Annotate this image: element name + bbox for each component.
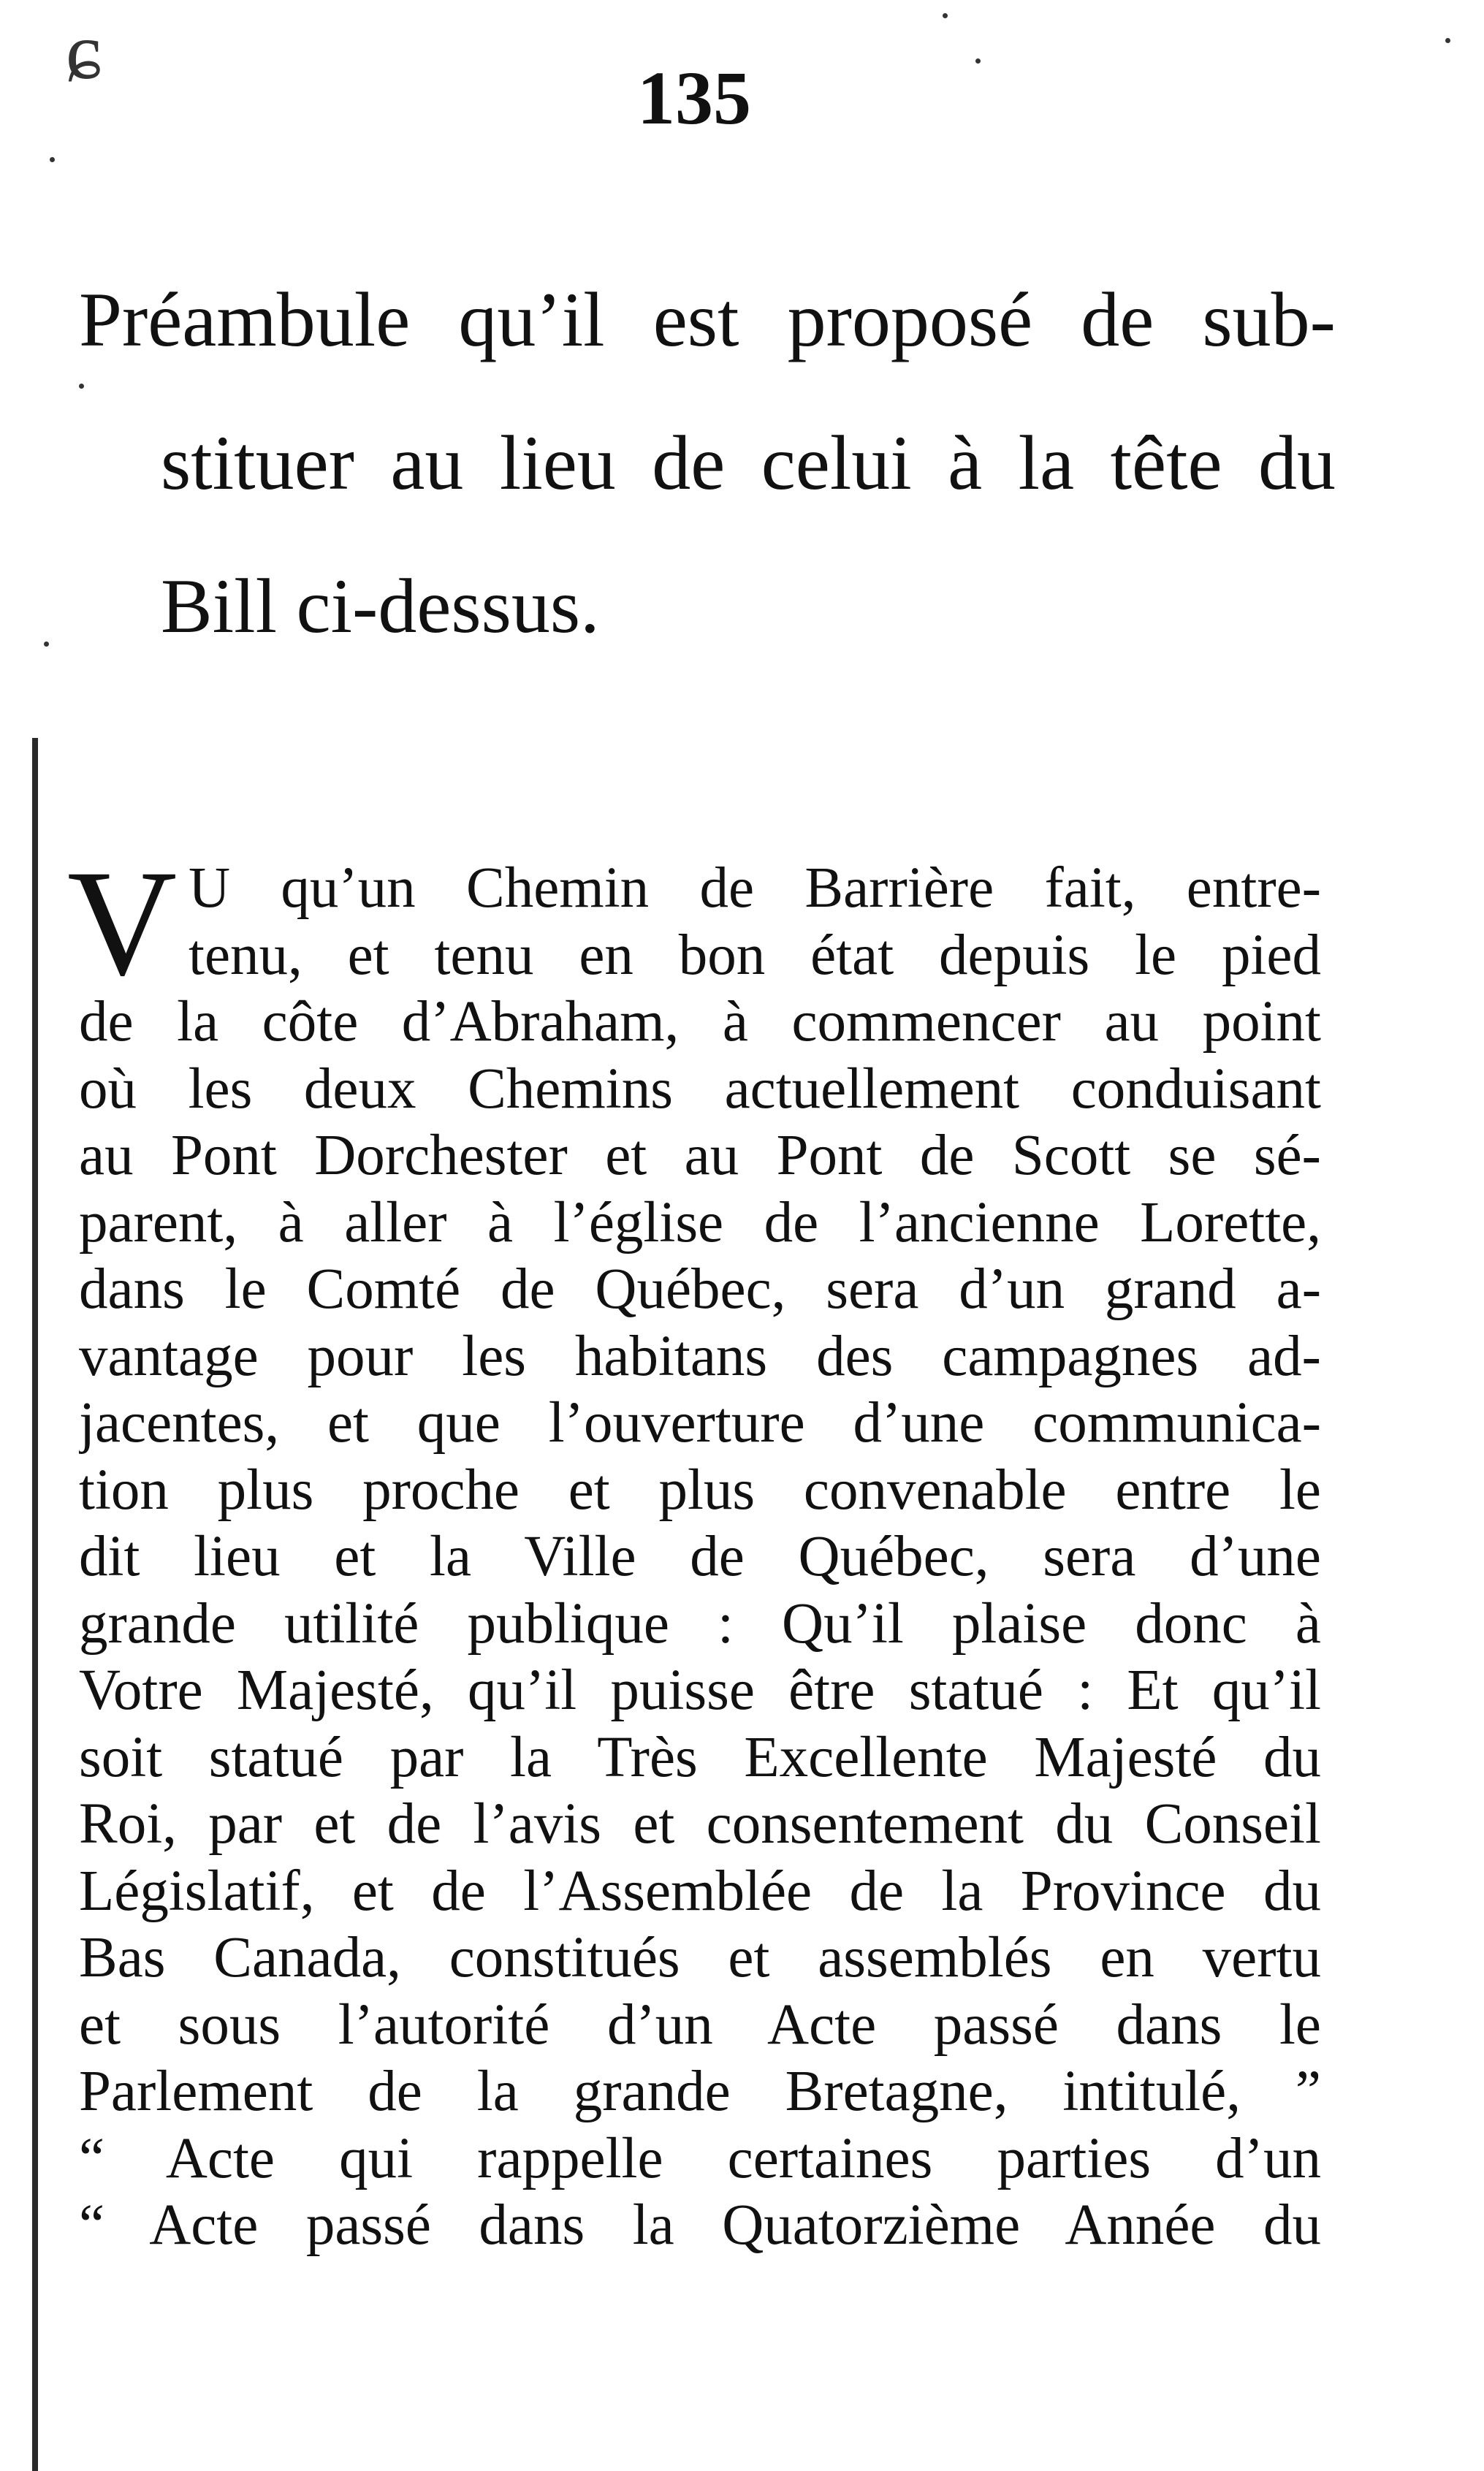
body-line: dit lieu et la Ville de Québec, sera d’une — [79, 1525, 1321, 1588]
body-line: soit statué par la Très Excellente Majesté du — [79, 1725, 1321, 1789]
ink-speck — [79, 384, 84, 389]
ink-speck — [44, 641, 49, 647]
page-edge-shadow — [32, 738, 38, 2471]
ink-speck — [975, 58, 981, 64]
body-line: vantage pour les habitans des campagnes ad- — [79, 1324, 1321, 1388]
body-line: “ Acte qui rappelle certaines parties d’un — [79, 2126, 1321, 2190]
body-line: tion plus proche et plus convenable entre le — [79, 1458, 1321, 1522]
body-line: “ Acte passé dans la Quatorzième Année du — [79, 2193, 1321, 2257]
body-line: Bas Canada, constitués et assemblés en vertu — [79, 1926, 1321, 1990]
body-line: jacentes, et que l’ouverture d’une communica- — [79, 1391, 1321, 1455]
body-line: dans le Comté de Québec, sera d’un grand a- — [79, 1257, 1321, 1321]
body-line: tenu, et tenu en bon état depuis le pied — [189, 923, 1321, 987]
page-number: 135 — [637, 56, 751, 140]
body-line: de la côte d’Abraham, à commencer au point — [79, 990, 1321, 1054]
body-line: U qu’un Chemin de Barrière fait, entre- — [189, 856, 1321, 920]
body-line: parent, à aller à l’église de l’ancienne Lorette, — [79, 1190, 1321, 1254]
body-line: Votre Majesté, qu’il puisse être statué : Et qu’il — [79, 1659, 1321, 1722]
body-line: où les deux Chemins actuellement conduisant — [79, 1056, 1321, 1121]
body-line: Roi, par et de l’avis et consentement du Conseil — [79, 1792, 1321, 1856]
heading-line: stituer au lieu de celui à la tête du — [161, 420, 1336, 506]
body-line: Législatif, et de l’Assemblée de la Province du — [79, 1859, 1321, 1923]
ink-speck — [1445, 38, 1450, 43]
corner-ink-mark: ɕ — [66, 7, 102, 96]
drop-cap: V — [67, 839, 178, 1007]
ink-speck — [943, 13, 948, 18]
heading-line: Préambule qu’il est proposé de sub- — [79, 277, 1336, 362]
preamble-heading — [79, 248, 1336, 678]
body-line: et sous l’autorité d’un Acte passé dans le — [79, 1992, 1321, 2057]
body-line: Parlement de la grande Bretagne, intitulé, ” — [79, 2060, 1321, 2123]
body-paragraph — [79, 855, 1321, 2259]
body-line: au Pont Dorchester et au Pont de Scott se sé- — [79, 1124, 1321, 1187]
body-line: grande utilité publique : Qu’il plaise donc à — [79, 1591, 1321, 1656]
heading-line: Bill ci-dessus. — [161, 563, 600, 649]
ink-speck — [50, 157, 55, 162]
